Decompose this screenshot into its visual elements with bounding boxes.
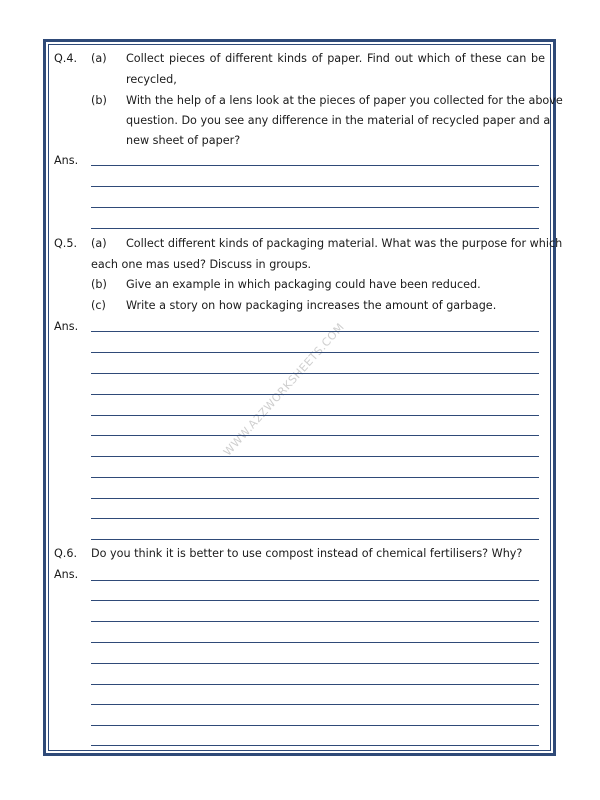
q5-answer-line[interactable] [91,539,539,540]
q5-answer-line[interactable] [91,352,539,353]
q6-answer-label: Ans. [54,568,79,581]
q5-answer-line[interactable] [91,415,539,416]
q6-number: Q.6. [54,547,78,560]
q4-a-label: (a) [91,52,107,65]
q5-c-label: (c) [91,299,106,312]
q6-answer-line[interactable] [91,642,539,643]
q6-answer-line[interactable] [91,600,539,601]
q5-c-text: Write a story on how packaging increases the amount of garbage. [126,299,497,312]
q6-answer-line[interactable] [91,580,539,581]
q4-answer-line[interactable] [91,228,539,229]
q6-answer-line[interactable] [91,704,539,705]
q4-a-text-line2: recycled, [126,73,177,86]
q5-b-label: (b) [91,278,107,291]
q4-answer-line[interactable] [91,186,539,187]
q5-answer-line[interactable] [91,477,539,478]
q4-b-label: (b) [91,94,107,107]
q4-b-text-line1: With the help of a lens look at the pieces of paper you collected for the above [126,94,563,107]
q6-answer-line[interactable] [91,684,539,685]
q4-answer-line[interactable] [91,165,539,166]
page-border-inner [48,44,563,751]
q5-answer-line[interactable] [91,498,539,499]
q4-answer-label: Ans. [54,154,79,167]
q6-answer-line[interactable] [91,663,539,664]
q5-answer-line[interactable] [91,518,539,519]
q4-a-text-line1: Collect pieces of different kinds of paper. Find out which of these can be [126,52,545,65]
watermark: WWW.A2ZWORKSHEETS.COM [220,320,348,459]
q6-answer-line[interactable] [91,745,539,746]
q5-answer-label: Ans. [54,320,79,333]
q5-answer-line[interactable] [91,394,539,395]
q5-a-text-line2: each one mas used? Discuss in groups. [91,258,312,271]
q6-text: Do you think it is better to use compost instead of chemical fertilisers? Why? [91,547,523,560]
q4-b-text-line3: new sheet of paper? [126,134,241,147]
q6-answer-line[interactable] [91,621,539,622]
q4-number: Q.4. [54,52,78,65]
q5-answer-line[interactable] [91,456,539,457]
q5-b-text: Give an example in which packaging could have been reduced. [126,278,481,291]
q6-answer-line[interactable] [91,725,539,726]
q5-answer-line[interactable] [91,373,539,374]
q4-b-text-line2: question. Do you see any difference in the material of recycled paper and a [126,114,551,127]
q5-number: Q.5. [54,237,78,250]
q5-a-label: (a) [91,237,107,250]
q4-answer-line[interactable] [91,207,539,208]
q5-a-text-line1: Collect different kinds of packaging material. What was the purpose for which [126,237,563,250]
q5-answer-line[interactable] [91,435,539,436]
q5-answer-line[interactable] [91,331,539,332]
